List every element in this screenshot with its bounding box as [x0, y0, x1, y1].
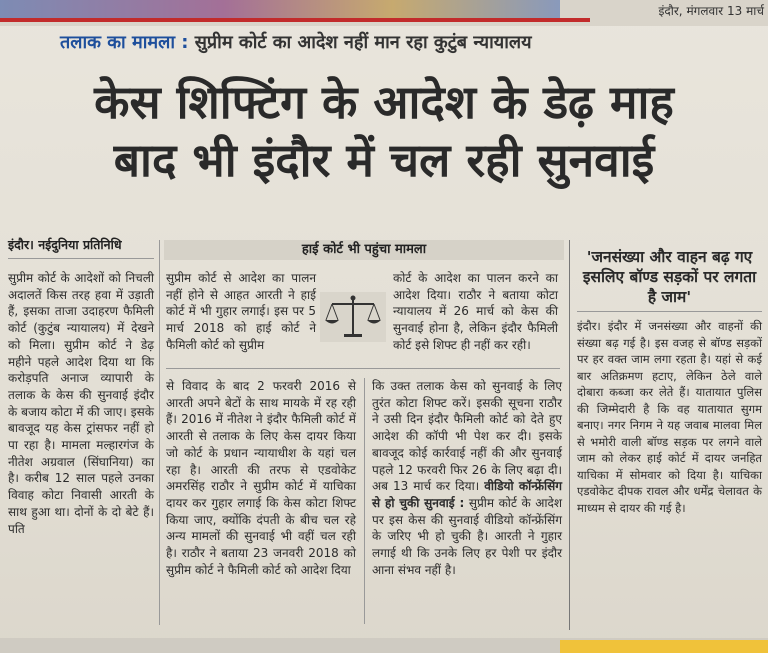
byline: इंदौर। नईदुनिया प्रतिनिधि — [8, 237, 122, 252]
masthead-strip — [0, 0, 768, 26]
byline-divider — [8, 258, 154, 259]
dateline: इंदौर, मंगलवार 13 मार्च — [658, 4, 764, 18]
kicker-label: तलाक का मामला : — [60, 32, 189, 53]
masthead-rule — [0, 18, 590, 22]
video-subhead: वीडियो कॉन्फ्रेंसिंग से हो चुकी सुनवाई : — [372, 479, 562, 510]
next-story-bar — [560, 640, 768, 653]
masthead-photo-band — [0, 0, 560, 18]
column-divider — [159, 240, 160, 625]
sidebar-body: इंदौर। इंदौर में जनसंख्या और वाहनों की संख्या बढ़ गई है। इस वजह से बॉण्ड सड़कों पर हर वक्त जाम लगा रहता है। यहां से कई बार अतिक्रमण हटाए, लेकिन ठेले वाले दोबारा कब्जा कर लेते हैं। यातायात पुलिस की जिम्मेदारी है कि वह यातायात सुगम बनाए। नगर निगम ने यह जवाब मालवा मिल से भमोरी वाली बॉण्ड सड़क पर लगने वाले जाम को लेकर हाई कोर्ट में दायर जनहित याचिका में सोमवार को दिया है। याचिका एडवोकेट दीपक रावल और धर्मेंद्र चेलावत के माध्यम से दायर की गई है। — [577, 319, 762, 515]
headline-line-1: केस शिफ्टिंग के आदेश के डेढ़ माह — [94, 75, 674, 129]
article-column-2a: सुप्रीम कोर्ट से आदेश का पालन नहीं होने से आहत आरती ने हाई कोर्ट में भी गुहार लगाई। इस पर 5 मार्च 2018 को हाई कोर्ट ने फैमिली कोर्ट को सुप्रीम — [166, 271, 316, 352]
video-text: सुप्रीम कोर्ट के आदेश पर इस केस की सुनवाई वीडियो कॉन्फ्रेंसिंग के जरिए भी हो चुकी है। आरती ने गुहार लगाई थी कि उनके लिए हर पेशी पर इंदौर आना संभव नहीं है। — [372, 495, 562, 577]
kicker-text: सुप्रीम कोर्ट का आदेश नहीं मान रहा कुटुंब न्यायालय — [188, 32, 532, 53]
column-4-text: कि उक्त तलाक केस को सुनवाई के लिए तुरंत कोटा शिफ्ट करें। इसकी सूचना राठौर ने उसी दिन इंदौर फैमिली कोर्ट को देते हुए आदेश की कॉपी भी पेश कर दी। इसके बावजूद कोई कार्रवाई नहीं की और सुनवाई पहले 12 फरवरी फिर 26 के लिए बढ़ा दी। अब 13 मार्च कर दिया। — [372, 379, 562, 494]
kicker — [60, 30, 532, 54]
sidebar-headline: 'जनसंख्या और वाहन बढ़ गए इसलिए बॉण्ड सड़कों पर लगता है जाम' — [582, 248, 757, 306]
article-column-3: से विवाद के बाद 2 फरवरी 2016 से आरती अपने बेटों के साथ मायके में रह रही हैं। 2016 में नीतेश ने इंदौर फैमिली कोर्ट में आरती से तलाक के लिए केस दायर किया जो कोर्ट के प्रधान न्यायाधीश के यहां चल रहा है। आरती की तरफ से एडवोकेट अमरसिंह राठौर ने सुप्रीम कोर्ट में याचिका दायर कर गुहार लगाई कि केस कोटा शिफ्ट किया जाए, क्योंकि दंपती के बीच चल रहे अन्य मामलों की सुनवाई भी वहीं चल रही है। राठौर ने बताया 23 जनवरी 2018 को सुप्रीम कोर्ट ने फैमिली कोर्ट को आदेश दिया — [166, 379, 356, 577]
scales-of-justice-icon — [320, 292, 386, 342]
subhead: हाई कोर्ट भी पहुंचा मामला — [164, 240, 564, 260]
article-column-4 — [372, 378, 562, 578]
sidebar-story — [577, 247, 762, 516]
sidebar-divider — [569, 240, 570, 630]
column-divider-2 — [364, 378, 365, 624]
headline-line-2: बाद भी इंदौर में चल रही सुनवाई — [113, 133, 655, 187]
article-column-2b: कोर्ट के आदेश का पालन करने का आदेश दिया। राठौर ने बताया कोटा न्यायालय में 26 मार्च को केस की सुनवाई होना है, लेकिन इंदौर फैमिली कोर्ट इसे शिफ्ट ही नहीं कर रही। — [393, 271, 558, 352]
article-column-1: सुप्रीम कोर्ट के आदेशों को निचली अदालतें किस तरह हवा में उड़ाती हैं, इसका ताजा उदाहरण फैमिली कोर्ट (कुटुंब न्यायालय) में देखने को मिला। सुप्रीम कोर्ट ने डेढ़ महीने पहले आदेश दिया था कि करोड़पति अनाज व्यापारी के तलाक के केस की सुनवाई इंदौर के बजाय कोटा में की जाए। इसके बावजूद यह केस ट्रांसफर नहीं हो पा रहा है। मामला मल्हारगंज के नीतेश अग्रवाल (सिंघानिया) का है। करीब 12 साल पहले उनका विवाह कोटा निवासी आरती के साथ हुआ था। दोनों के दो बेटे हैं। पति — [8, 271, 154, 536]
sidebar-headline-rule — [577, 311, 762, 312]
box-divider — [166, 368, 560, 369]
